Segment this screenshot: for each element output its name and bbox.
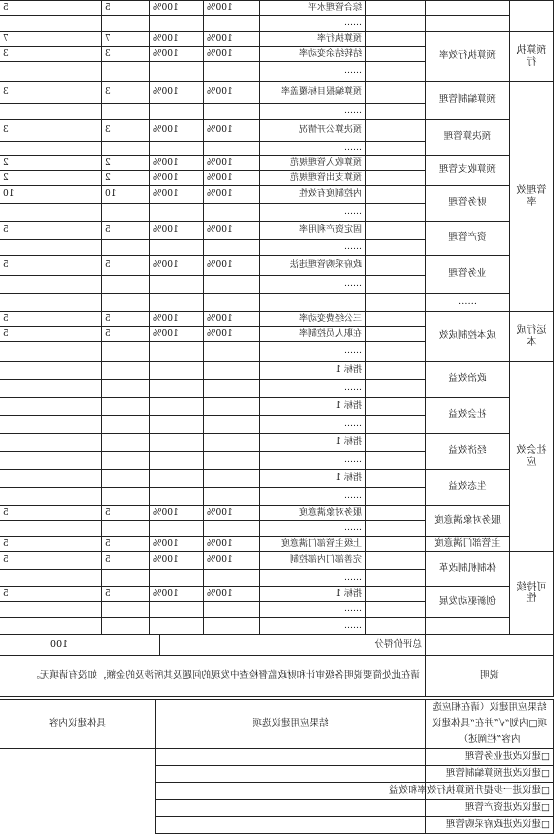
weight-cell: 5 (102, 222, 150, 240)
target-value-cell (204, 62, 260, 82)
score-cell (0, 470, 102, 488)
score-cell: 10 (0, 186, 102, 204)
score-cell (0, 16, 102, 32)
indicator-cell: 预算收入管理规范 (260, 156, 366, 171)
recommendation-option[interactable]: □建议进一步提升预算执行效率和效益 (426, 783, 554, 800)
weight-cell: 3 (102, 82, 150, 104)
empty-cell (366, 312, 426, 327)
weight-cell: 2 (102, 156, 150, 171)
recommendation-content[interactable] (156, 749, 426, 766)
target-value-cell (204, 434, 260, 452)
total-score-spacer (426, 635, 554, 656)
target-value-cell (204, 570, 260, 587)
indicator-cell: …… (260, 452, 366, 470)
indicator-cell: …… (260, 16, 366, 32)
recommendation-content[interactable] (156, 783, 426, 800)
actual-value-cell: 100% (150, 552, 204, 570)
score-cell (0, 434, 102, 452)
actual-value-cell (150, 142, 204, 156)
target-value-cell (204, 398, 260, 416)
dimension-cell: 运行成本 (510, 312, 554, 362)
empty-cell (366, 470, 426, 488)
target-value-cell (204, 142, 260, 156)
indicator-cell: 上级主管部门满意度 (260, 537, 366, 552)
sub-dimension-cell: 创新驱动发展 (426, 587, 510, 618)
actual-value-cell: 100% (150, 327, 204, 342)
empty-cell (366, 294, 426, 312)
actual-value-cell: 100% (150, 171, 204, 186)
weight-cell: 5 (102, 327, 150, 342)
weight-cell (102, 342, 150, 362)
target-value-cell: 100% (204, 537, 260, 552)
target-value-cell: 100% (204, 82, 260, 104)
empty-cell (366, 276, 426, 294)
indicator-cell: 预算支出管理规范 (260, 171, 366, 186)
sub-dimension-cell: 主管部门满意度 (426, 537, 510, 552)
weight-cell (102, 452, 150, 470)
target-value-cell: 100% (204, 587, 260, 602)
weight-cell (102, 416, 150, 434)
weight-cell (102, 104, 150, 120)
actual-value-cell (150, 416, 204, 434)
actual-value-cell: 100% (150, 47, 204, 62)
sub-dimension-cell: 业务管理 (426, 256, 510, 294)
indicator-cell: 指标 1 (260, 587, 366, 602)
target-value-cell: 100% (204, 256, 260, 276)
sub-dimension-cell: …… (426, 294, 510, 312)
weight-cell: 5 (102, 256, 150, 276)
sub-dimension-cell: 成本控制成效 (426, 312, 510, 362)
actual-value-cell: 100% (150, 82, 204, 104)
weight-cell: 3 (102, 47, 150, 62)
empty-cell (366, 142, 426, 156)
table-row (0, 434, 554, 452)
target-value-cell (204, 342, 260, 362)
weight-cell (102, 602, 150, 618)
dimension-cell: 社会效应 (510, 362, 554, 552)
actual-value-cell: 100% (150, 156, 204, 171)
indicator-cell: 预决算公开情况 (260, 120, 366, 142)
target-value-cell (204, 294, 260, 312)
indicator-cell: …… (260, 488, 366, 506)
empty-cell (366, 171, 426, 186)
empty-cell (366, 398, 426, 416)
empty-cell (366, 62, 426, 82)
weight-cell: 7 (102, 32, 150, 47)
table-row (0, 312, 554, 327)
empty-cell (366, 82, 426, 104)
table-row (0, 156, 554, 171)
total-score-value: 100 (0, 635, 160, 656)
actual-value-cell (150, 434, 204, 452)
weight-cell (102, 276, 150, 294)
sub-dimension-cell: 预算收支管理 (426, 156, 510, 186)
actual-value-cell (150, 488, 204, 506)
table-row (0, 587, 554, 602)
sub-dimension-cell: 政治效益 (426, 362, 510, 398)
sub-dimension-cell (426, 618, 510, 635)
score-cell (0, 142, 102, 156)
recommendation-table (0, 699, 554, 834)
weight-cell (102, 362, 150, 380)
target-value-cell: 100% (204, 47, 260, 62)
empty-cell (366, 327, 426, 342)
weight-cell (102, 618, 150, 635)
empty-cell (366, 552, 426, 570)
actual-value-cell: 100% (150, 537, 204, 552)
dimension-cell: 可持续性 (510, 552, 554, 635)
empty-cell (366, 240, 426, 256)
weight-cell (102, 16, 150, 32)
target-value-cell: 100% (204, 327, 260, 342)
sub-dimension-cell: 财务管理 (426, 186, 510, 222)
empty-cell (366, 587, 426, 602)
weight-cell (102, 380, 150, 398)
score-cell (0, 204, 102, 222)
weight-cell: 5 (102, 506, 150, 521)
score-cell: 2 (0, 156, 102, 171)
actual-value-cell (150, 452, 204, 470)
weight-cell (102, 488, 150, 506)
indicator-cell: …… (260, 618, 366, 635)
score-cell: 5 (0, 537, 102, 552)
recommendation-row (0, 766, 554, 783)
actual-value-cell (150, 62, 204, 82)
recommendation-option-header: 结果应用建议选项 (156, 700, 426, 749)
weight-cell (102, 570, 150, 587)
weight-cell (102, 470, 150, 488)
target-value-cell: 100% (204, 32, 260, 47)
target-value-cell: 100% (204, 156, 260, 171)
target-value-cell (204, 276, 260, 294)
empty-cell (366, 47, 426, 62)
actual-value-cell: 100% (150, 506, 204, 521)
table-row (0, 552, 554, 570)
indicator-cell: 在职人员控制率 (260, 327, 366, 342)
score-cell: 5 (0, 327, 102, 342)
weight-cell (102, 521, 150, 537)
score-cell (0, 104, 102, 120)
empty-cell (366, 362, 426, 380)
summary-table (0, 634, 554, 697)
weight-cell: 5 (102, 1, 150, 16)
target-value-cell (204, 16, 260, 32)
sub-dimension-cell: 社会效益 (426, 398, 510, 434)
score-cell (0, 294, 102, 312)
recommendation-option[interactable]: □建议改进资产管理 (426, 800, 554, 817)
target-value-cell: 100% (204, 120, 260, 142)
indicator-cell: …… (260, 240, 366, 256)
score-cell: 3 (0, 120, 102, 142)
target-value-cell: 100% (204, 222, 260, 240)
weight-cell (102, 398, 150, 416)
indicator-cell: 预算执行率 (260, 32, 366, 47)
actual-value-cell: 100% (150, 587, 204, 602)
sub-dimension-cell: 预决算管理 (426, 120, 510, 156)
target-value-cell: 100% (204, 171, 260, 186)
indicator-cell: …… (260, 416, 366, 434)
indicator-cell: 三公经费变动率 (260, 312, 366, 327)
empty-cell (366, 1, 426, 16)
recommendation-option[interactable]: □建议改进预算编制管理 (426, 766, 554, 783)
sub-dimension-cell: 预算编制管理 (426, 82, 510, 120)
target-value-cell: 100% (204, 506, 260, 521)
target-value-cell (204, 416, 260, 434)
empty-cell (366, 521, 426, 537)
table-row (0, 1, 554, 16)
score-cell (0, 416, 102, 434)
dimension-cell: 管理效率 (510, 82, 554, 312)
indicator-cell: …… (260, 104, 366, 120)
recommendation-row (0, 749, 554, 766)
target-value-cell (204, 488, 260, 506)
recommendation-content[interactable] (156, 817, 426, 834)
actual-value-cell (150, 602, 204, 618)
actual-value-cell: 100% (150, 32, 204, 47)
dimension-cell (510, 1, 554, 32)
target-value-cell (204, 452, 260, 470)
recommendation-row (0, 817, 554, 834)
empty-cell (366, 380, 426, 398)
empty-cell (366, 16, 426, 32)
score-cell (0, 362, 102, 380)
score-cell: 5 (0, 506, 102, 521)
score-cell (0, 240, 102, 256)
score-cell (0, 276, 102, 294)
target-value-cell (204, 380, 260, 398)
target-value-cell (204, 521, 260, 537)
table-row (0, 362, 554, 380)
recommendation-content[interactable] (156, 766, 426, 783)
score-cell: 2 (0, 171, 102, 186)
empty-cell (366, 256, 426, 276)
target-value-cell (204, 204, 260, 222)
weight-cell: 5 (102, 537, 150, 552)
weight-cell: 5 (102, 312, 150, 327)
indicator-cell: 指标 1 (260, 470, 366, 488)
score-cell: 3 (0, 47, 102, 62)
weight-cell (102, 204, 150, 222)
sub-dimension-cell (426, 1, 510, 16)
sub-dimension-cell: 经济效益 (426, 434, 510, 470)
note-text: 请在此处简要说明各级审计和财政监督检查中发现的问题及其所涉及的金额，如没有请填无。 (0, 656, 426, 697)
table-row (0, 120, 554, 142)
empty-cell (366, 186, 426, 204)
actual-value-cell (150, 16, 204, 32)
empty-cell (366, 618, 426, 635)
dimension-cell: 预算执行 (510, 32, 554, 82)
actual-value-cell (150, 570, 204, 587)
empty-cell (366, 416, 426, 434)
indicator-cell: 内控制度有效性 (260, 186, 366, 204)
score-cell: 5 (0, 1, 102, 16)
indicator-cell: …… (260, 342, 366, 362)
actual-value-cell (150, 294, 204, 312)
score-cell: 5 (0, 587, 102, 602)
score-cell (0, 398, 102, 416)
empty-cell (366, 204, 426, 222)
actual-value-cell (150, 276, 204, 294)
indicator-cell: …… (260, 602, 366, 618)
score-cell (0, 342, 102, 362)
recommendation-content-header: 具体建议内容 (0, 700, 156, 749)
table-row (0, 32, 554, 47)
actual-value-cell: 100% (150, 1, 204, 16)
sub-dimension-cell (426, 16, 510, 32)
score-cell (0, 452, 102, 470)
weight-cell: 2 (102, 171, 150, 186)
target-value-cell (204, 104, 260, 120)
sub-dimension-cell: 预算执行效率 (426, 32, 510, 82)
weight-cell (102, 240, 150, 256)
actual-value-cell (150, 470, 204, 488)
actual-value-cell: 100% (150, 256, 204, 276)
actual-value-cell: 100% (150, 312, 204, 327)
indicator-cell: …… (260, 142, 366, 156)
recommendation-label: 结果应用建议（请在相应选项□内划“√”并在“具体建议内容”栏阐述） (426, 700, 554, 749)
table-row (0, 256, 554, 276)
indicator-cell (260, 294, 366, 312)
score-cell (0, 521, 102, 537)
table-row (0, 82, 554, 104)
indicator-cell: 服务对象满意度 (260, 506, 366, 521)
empty-cell (366, 506, 426, 521)
indicator-cell: 预算编报目标覆盖率 (260, 82, 366, 104)
actual-value-cell (150, 342, 204, 362)
weight-cell (102, 142, 150, 156)
target-value-cell (204, 240, 260, 256)
weight-cell (102, 434, 150, 452)
note-row (0, 656, 554, 697)
indicator-cell: 指标 1 (260, 398, 366, 416)
indicator-cell: 指标 1 (260, 362, 366, 380)
actual-value-cell (150, 380, 204, 398)
score-cell (0, 570, 102, 587)
actual-value-cell: 100% (150, 120, 204, 142)
indicator-cell: 完善部门内部控制 (260, 552, 366, 570)
table-row (0, 186, 554, 204)
indicator-cell: 综合管理水平 (260, 1, 366, 16)
empty-cell (366, 32, 426, 47)
target-value-cell: 100% (204, 186, 260, 204)
target-value-cell (204, 470, 260, 488)
target-value-cell: 100% (204, 552, 260, 570)
weight-cell: 5 (102, 587, 150, 602)
target-value-cell (204, 602, 260, 618)
recommendation-header-row (0, 700, 554, 749)
table-row (0, 618, 554, 635)
table-row (0, 537, 554, 552)
target-value-cell: 100% (204, 1, 260, 16)
recommendation-row (0, 783, 554, 800)
actual-value-cell (150, 362, 204, 380)
empty-cell (366, 120, 426, 142)
indicator-cell: …… (260, 276, 366, 294)
empty-cell (366, 488, 426, 506)
score-cell (0, 602, 102, 618)
actual-value-cell (150, 618, 204, 635)
sub-dimension-cell: 生态效益 (426, 470, 510, 506)
weight-cell: 3 (102, 120, 150, 142)
indicator-cell: …… (260, 570, 366, 587)
score-cell: 5 (0, 222, 102, 240)
score-cell: 3 (0, 82, 102, 104)
actual-value-cell: 100% (150, 222, 204, 240)
sub-dimension-cell: 资产管理 (426, 222, 510, 256)
weight-cell: 10 (102, 186, 150, 204)
indicator-cell: …… (260, 62, 366, 82)
actual-value-cell (150, 104, 204, 120)
score-cell: 5 (0, 552, 102, 570)
empty-cell (366, 434, 426, 452)
empty-cell (366, 570, 426, 587)
weight-cell (102, 294, 150, 312)
indicator-cell: …… (260, 204, 366, 222)
indicator-cell: …… (260, 380, 366, 398)
sub-dimension-cell: 服务对象满意度 (426, 506, 510, 537)
actual-value-cell (150, 398, 204, 416)
score-cell: 5 (0, 256, 102, 276)
indicator-cell: …… (260, 521, 366, 537)
total-score-row (0, 635, 554, 656)
recommendation-content[interactable] (156, 800, 426, 817)
score-cell: 7 (0, 32, 102, 47)
actual-value-cell (150, 204, 204, 222)
recommendation-option[interactable]: □建议改进业务管理 (426, 749, 554, 766)
empty-cell (366, 342, 426, 362)
actual-value-cell (150, 521, 204, 537)
recommendation-option[interactable]: □建议改进政府采购管理 (426, 817, 554, 834)
table-row (0, 506, 554, 521)
actual-value-cell (150, 240, 204, 256)
score-cell (0, 618, 102, 635)
table-row (0, 470, 554, 488)
note-label: 说明 (426, 656, 554, 697)
indicator-cell: 指标 1 (260, 434, 366, 452)
score-cell (0, 62, 102, 82)
empty-cell (366, 104, 426, 120)
empty-cell (366, 222, 426, 240)
score-cell (0, 380, 102, 398)
weight-cell (102, 62, 150, 82)
empty-cell (366, 602, 426, 618)
empty-cell (366, 452, 426, 470)
weight-cell: 5 (102, 552, 150, 570)
table-row (0, 294, 554, 312)
indicator-cell: 固定资产利用率 (260, 222, 366, 240)
score-cell: 5 (0, 312, 102, 327)
total-score-label: 总评价得分 (160, 635, 426, 656)
score-cell (0, 488, 102, 506)
actual-value-cell: 100% (150, 186, 204, 204)
table-row (0, 398, 554, 416)
target-value-cell: 100% (204, 312, 260, 327)
indicator-cell: 结转结余变动率 (260, 47, 366, 62)
table-row (0, 16, 554, 32)
target-value-cell (204, 618, 260, 635)
sub-dimension-cell: 体制机制改革 (426, 552, 510, 587)
empty-cell (366, 537, 426, 552)
recommendation-row (0, 800, 554, 817)
empty-cell (366, 156, 426, 171)
target-value-cell (204, 362, 260, 380)
indicator-cell: 政府采购管理违法 (260, 256, 366, 276)
table-row (0, 222, 554, 240)
